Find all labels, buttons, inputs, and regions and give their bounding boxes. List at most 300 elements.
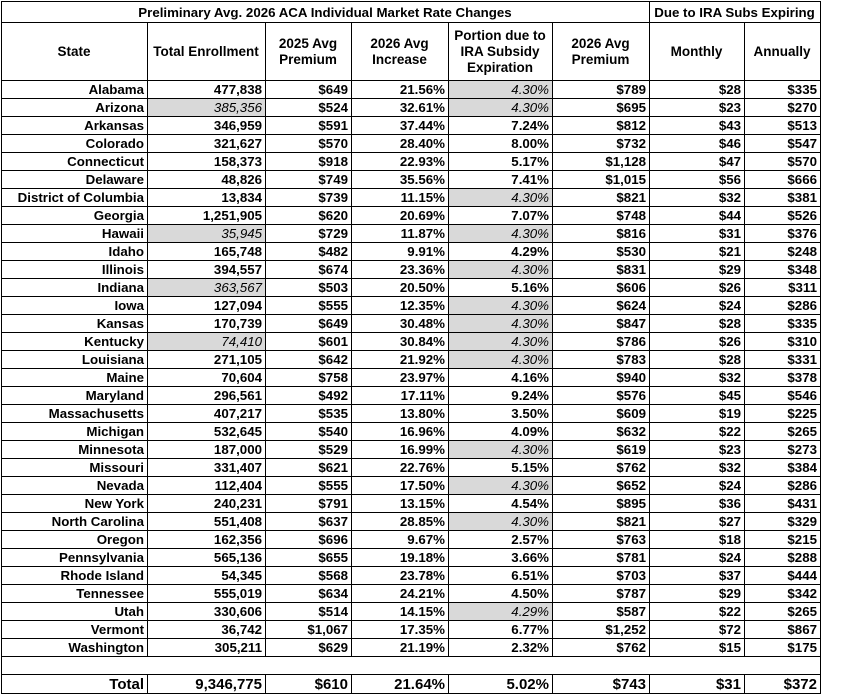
cell-prem2025: $634 (266, 585, 352, 603)
header-annually: Annually (745, 23, 821, 81)
cell-prem2025: $1,067 (266, 621, 352, 639)
cell-prem2026: $762 (553, 639, 650, 657)
cell-state: Washington (2, 639, 148, 657)
cell-prem2026: $763 (553, 531, 650, 549)
cell-state: New York (2, 495, 148, 513)
cell-increase: 9.91% (352, 243, 449, 261)
cell-annually: $444 (745, 567, 821, 585)
title-row (2, 2, 821, 23)
table-row (2, 585, 821, 603)
cell-monthly: $32 (650, 369, 745, 387)
cell-enrollment: 271,105 (148, 351, 266, 369)
table-row (2, 207, 821, 225)
table-row (2, 477, 821, 495)
cell-prem2026: $847 (553, 315, 650, 333)
cell-state: Connecticut (2, 153, 148, 171)
cell-prem2026: $821 (553, 189, 650, 207)
cell-portion: 6.77% (449, 621, 553, 639)
cell-prem2025: $514 (266, 603, 352, 621)
cell-annually: $225 (745, 405, 821, 423)
cell-annually: $348 (745, 261, 821, 279)
cell-state: Tennessee (2, 585, 148, 603)
header-monthly: Monthly (650, 23, 745, 81)
cell-annually: $526 (745, 207, 821, 225)
cell-prem2026: $821 (553, 513, 650, 531)
cell-monthly: $21 (650, 243, 745, 261)
header-2026-premium: 2026 Avg Premium (553, 23, 650, 81)
cell-state: Idaho (2, 243, 148, 261)
cell-portion: 5.17% (449, 153, 553, 171)
cell-enrollment: 1,251,905 (148, 207, 266, 225)
cell-enrollment: 187,000 (148, 441, 266, 459)
cell-prem2026: $624 (553, 297, 650, 315)
table-row (2, 315, 821, 333)
cell-annually: $666 (745, 171, 821, 189)
cell-prem2026: $831 (553, 261, 650, 279)
cell-enrollment: 36,742 (148, 621, 266, 639)
cell-monthly: $32 (650, 189, 745, 207)
cell-enrollment: 127,094 (148, 297, 266, 315)
cell-prem2025: $620 (266, 207, 352, 225)
cell-state: Hawaii (2, 225, 148, 243)
cell-annually: $335 (745, 81, 821, 99)
spacer-row (2, 657, 821, 675)
spacer-cell (148, 657, 266, 675)
table-row (2, 423, 821, 441)
cell-prem2026: $787 (553, 585, 650, 603)
cell-enrollment: 363,567 (148, 279, 266, 297)
cell-monthly: $24 (650, 297, 745, 315)
table-row (2, 99, 821, 117)
cell-increase: 9.67% (352, 531, 449, 549)
cell-portion: 2.32% (449, 639, 553, 657)
cell-monthly: $27 (650, 513, 745, 531)
cell-state: Vermont (2, 621, 148, 639)
cell-prem2026: $576 (553, 387, 650, 405)
cell-prem2026: $789 (553, 81, 650, 99)
ira-group-title: Due to IRA Subs Expiring (650, 2, 821, 23)
spacer-cell (553, 657, 650, 675)
cell-enrollment: 407,217 (148, 405, 266, 423)
cell-increase: 21.56% (352, 81, 449, 99)
table-row (2, 225, 821, 243)
cell-annually: $215 (745, 531, 821, 549)
spacer-cell (2, 657, 148, 675)
cell-state: Kansas (2, 315, 148, 333)
cell-monthly: $47 (650, 153, 745, 171)
cell-state: Arkansas (2, 117, 148, 135)
cell-annually: $273 (745, 441, 821, 459)
cell-monthly: $26 (650, 279, 745, 297)
cell-state: Pennsylvania (2, 549, 148, 567)
cell-enrollment: 305,211 (148, 639, 266, 657)
cell-portion: 7.41% (449, 171, 553, 189)
cell-prem2025: $749 (266, 171, 352, 189)
cell-increase: 37.44% (352, 117, 449, 135)
cell-increase: 16.99% (352, 441, 449, 459)
cell-increase: 20.50% (352, 279, 449, 297)
cell-enrollment: 385,356 (148, 99, 266, 117)
cell-increase: 16.96% (352, 423, 449, 441)
cell-prem2025: $918 (266, 153, 352, 171)
cell-enrollment: 74,410 (148, 333, 266, 351)
cell-prem2026: $606 (553, 279, 650, 297)
cell-prem2025: $649 (266, 315, 352, 333)
cell-increase: 17.35% (352, 621, 449, 639)
cell-increase: 28.85% (352, 513, 449, 531)
cell-increase: 13.80% (352, 405, 449, 423)
cell-increase: 21.92% (352, 351, 449, 369)
cell-monthly: $26 (650, 333, 745, 351)
cell-increase: 21.19% (352, 639, 449, 657)
cell-portion: 4.30% (449, 333, 553, 351)
cell-enrollment: 477,838 (148, 81, 266, 99)
cell-state: Indiana (2, 279, 148, 297)
total-prem2025: $610 (266, 675, 352, 694)
spacer-cell (745, 657, 821, 675)
cell-increase: 11.87% (352, 225, 449, 243)
cell-portion: 4.16% (449, 369, 553, 387)
cell-increase: 12.35% (352, 297, 449, 315)
cell-portion: 4.30% (449, 297, 553, 315)
cell-prem2025: $642 (266, 351, 352, 369)
cell-monthly: $29 (650, 261, 745, 279)
cell-state: North Carolina (2, 513, 148, 531)
cell-prem2025: $524 (266, 99, 352, 117)
cell-portion: 5.16% (449, 279, 553, 297)
cell-prem2025: $540 (266, 423, 352, 441)
spacer-cell (449, 657, 553, 675)
cell-prem2025: $655 (266, 549, 352, 567)
cell-enrollment: 162,356 (148, 531, 266, 549)
cell-prem2025: $568 (266, 567, 352, 585)
cell-enrollment: 330,606 (148, 603, 266, 621)
cell-prem2026: $786 (553, 333, 650, 351)
table-row (2, 261, 821, 279)
cell-annually: $384 (745, 459, 821, 477)
cell-monthly: $32 (650, 459, 745, 477)
cell-prem2026: $812 (553, 117, 650, 135)
cell-monthly: $18 (650, 531, 745, 549)
cell-annually: $270 (745, 99, 821, 117)
cell-prem2026: $652 (553, 477, 650, 495)
cell-increase: 13.15% (352, 495, 449, 513)
cell-state: Illinois (2, 261, 148, 279)
cell-prem2026: $619 (553, 441, 650, 459)
table-row (2, 567, 821, 585)
cell-annually: $342 (745, 585, 821, 603)
cell-monthly: $23 (650, 99, 745, 117)
cell-annually: $310 (745, 333, 821, 351)
cell-state: Rhode Island (2, 567, 148, 585)
cell-monthly: $37 (650, 567, 745, 585)
cell-monthly: $15 (650, 639, 745, 657)
cell-enrollment: 158,373 (148, 153, 266, 171)
cell-annually: $376 (745, 225, 821, 243)
table-row (2, 513, 821, 531)
cell-enrollment: 296,561 (148, 387, 266, 405)
total-row (2, 675, 821, 694)
cell-enrollment: 321,627 (148, 135, 266, 153)
cell-enrollment: 346,959 (148, 117, 266, 135)
cell-monthly: $24 (650, 549, 745, 567)
cell-monthly: $22 (650, 603, 745, 621)
cell-enrollment: 551,408 (148, 513, 266, 531)
table-row (2, 351, 821, 369)
table-row (2, 603, 821, 621)
cell-prem2025: $601 (266, 333, 352, 351)
cell-monthly: $36 (650, 495, 745, 513)
cell-prem2026: $940 (553, 369, 650, 387)
cell-prem2025: $649 (266, 81, 352, 99)
cell-portion: 4.30% (449, 351, 553, 369)
cell-annually: $265 (745, 423, 821, 441)
cell-annually: $286 (745, 297, 821, 315)
cell-portion: 8.00% (449, 135, 553, 153)
table-row (2, 81, 821, 99)
cell-prem2026: $895 (553, 495, 650, 513)
cell-portion: 7.24% (449, 117, 553, 135)
cell-prem2026: $703 (553, 567, 650, 585)
cell-portion: 7.07% (449, 207, 553, 225)
cell-increase: 17.50% (352, 477, 449, 495)
cell-prem2026: $609 (553, 405, 650, 423)
table-row (2, 405, 821, 423)
cell-monthly: $24 (650, 477, 745, 495)
cell-state: Colorado (2, 135, 148, 153)
spacer-cell (352, 657, 449, 675)
cell-state: Missouri (2, 459, 148, 477)
cell-prem2025: $492 (266, 387, 352, 405)
cell-portion: 4.30% (449, 441, 553, 459)
cell-prem2026: $816 (553, 225, 650, 243)
cell-state: Minnesota (2, 441, 148, 459)
cell-portion: 3.66% (449, 549, 553, 567)
cell-prem2026: $781 (553, 549, 650, 567)
cell-state: Iowa (2, 297, 148, 315)
cell-monthly: $22 (650, 423, 745, 441)
header-state: State (2, 23, 148, 81)
cell-state: Arizona (2, 99, 148, 117)
header-2026-increase: 2026 Avg Increase (352, 23, 449, 81)
cell-state: Kentucky (2, 333, 148, 351)
table-row (2, 279, 821, 297)
cell-prem2025: $758 (266, 369, 352, 387)
cell-state: Massachusetts (2, 405, 148, 423)
cell-annually: $547 (745, 135, 821, 153)
cell-prem2026: $695 (553, 99, 650, 117)
table-row (2, 369, 821, 387)
table-row (2, 495, 821, 513)
cell-increase: 22.76% (352, 459, 449, 477)
cell-enrollment: 532,645 (148, 423, 266, 441)
cell-state: Louisiana (2, 351, 148, 369)
cell-prem2025: $637 (266, 513, 352, 531)
cell-portion: 4.29% (449, 243, 553, 261)
cell-monthly: $19 (650, 405, 745, 423)
table-row (2, 639, 821, 657)
cell-prem2025: $503 (266, 279, 352, 297)
cell-portion: 6.51% (449, 567, 553, 585)
cell-prem2025: $529 (266, 441, 352, 459)
cell-increase: 17.11% (352, 387, 449, 405)
cell-increase: 32.61% (352, 99, 449, 117)
cell-enrollment: 394,557 (148, 261, 266, 279)
cell-portion: 4.30% (449, 225, 553, 243)
table-row (2, 621, 821, 639)
cell-increase: 35.56% (352, 171, 449, 189)
cell-portion: 5.15% (449, 459, 553, 477)
header-row (2, 23, 821, 81)
table-row (2, 333, 821, 351)
cell-annually: $329 (745, 513, 821, 531)
cell-prem2026: $587 (553, 603, 650, 621)
cell-prem2026: $632 (553, 423, 650, 441)
cell-monthly: $43 (650, 117, 745, 135)
cell-annually: $335 (745, 315, 821, 333)
cell-annually: $513 (745, 117, 821, 135)
table-row (2, 153, 821, 171)
cell-prem2025: $555 (266, 477, 352, 495)
table-row (2, 549, 821, 567)
cell-monthly: $45 (650, 387, 745, 405)
cell-annually: $248 (745, 243, 821, 261)
cell-annually: $175 (745, 639, 821, 657)
cell-monthly: $29 (650, 585, 745, 603)
total-monthly: $31 (650, 675, 745, 694)
cell-portion: 4.30% (449, 315, 553, 333)
total-prem2026: $743 (553, 675, 650, 694)
cell-monthly: $46 (650, 135, 745, 153)
cell-prem2026: $762 (553, 459, 650, 477)
cell-monthly: $23 (650, 441, 745, 459)
cell-enrollment: 565,136 (148, 549, 266, 567)
total-label: Total (2, 675, 148, 694)
cell-enrollment: 54,345 (148, 567, 266, 585)
cell-enrollment: 13,834 (148, 189, 266, 207)
total-portion: 5.02% (449, 675, 553, 694)
cell-monthly: $72 (650, 621, 745, 639)
cell-monthly: $44 (650, 207, 745, 225)
cell-enrollment: 112,404 (148, 477, 266, 495)
cell-prem2025: $482 (266, 243, 352, 261)
cell-portion: 4.30% (449, 261, 553, 279)
cell-increase: 19.18% (352, 549, 449, 567)
cell-state: Georgia (2, 207, 148, 225)
cell-portion: 4.30% (449, 513, 553, 531)
cell-enrollment: 331,407 (148, 459, 266, 477)
cell-prem2025: $591 (266, 117, 352, 135)
cell-portion: 4.30% (449, 477, 553, 495)
cell-enrollment: 555,019 (148, 585, 266, 603)
cell-annually: $331 (745, 351, 821, 369)
cell-prem2025: $791 (266, 495, 352, 513)
cell-state: Maryland (2, 387, 148, 405)
cell-portion: 9.24% (449, 387, 553, 405)
cell-portion: 4.30% (449, 189, 553, 207)
cell-enrollment: 48,826 (148, 171, 266, 189)
cell-monthly: $28 (650, 315, 745, 333)
cell-portion: 4.29% (449, 603, 553, 621)
table-row (2, 387, 821, 405)
cell-prem2025: $555 (266, 297, 352, 315)
cell-prem2026: $1,128 (553, 153, 650, 171)
cell-prem2025: $696 (266, 531, 352, 549)
cell-annually: $311 (745, 279, 821, 297)
cell-portion: 4.50% (449, 585, 553, 603)
cell-prem2026: $1,015 (553, 171, 650, 189)
cell-prem2026: $1,252 (553, 621, 650, 639)
cell-annually: $546 (745, 387, 821, 405)
table-row (2, 189, 821, 207)
cell-state: Michigan (2, 423, 148, 441)
table-row (2, 297, 821, 315)
cell-prem2025: $621 (266, 459, 352, 477)
cell-state: Nevada (2, 477, 148, 495)
cell-increase: 30.48% (352, 315, 449, 333)
cell-enrollment: 70,604 (148, 369, 266, 387)
cell-portion: 4.54% (449, 495, 553, 513)
cell-annually: $570 (745, 153, 821, 171)
table-row (2, 117, 821, 135)
cell-state: Maine (2, 369, 148, 387)
cell-increase: 24.21% (352, 585, 449, 603)
table-row (2, 171, 821, 189)
cell-annually: $286 (745, 477, 821, 495)
cell-prem2025: $629 (266, 639, 352, 657)
cell-annually: $381 (745, 189, 821, 207)
table-row (2, 459, 821, 477)
cell-prem2025: $674 (266, 261, 352, 279)
cell-increase: 11.15% (352, 189, 449, 207)
cell-prem2025: $535 (266, 405, 352, 423)
cell-monthly: $28 (650, 351, 745, 369)
cell-increase: 20.69% (352, 207, 449, 225)
cell-prem2025: $739 (266, 189, 352, 207)
header-enrollment: Total Enrollment (148, 23, 266, 81)
cell-prem2026: $732 (553, 135, 650, 153)
cell-annually: $265 (745, 603, 821, 621)
total-increase: 21.64% (352, 675, 449, 694)
cell-increase: 30.84% (352, 333, 449, 351)
cell-state: Alabama (2, 81, 148, 99)
spacer-cell (650, 657, 745, 675)
table-title: Preliminary Avg. 2026 ACA Individual Market Rate Changes (2, 2, 650, 23)
total-annually: $372 (745, 675, 821, 694)
total-enrollment: 9,346,775 (148, 675, 266, 694)
cell-portion: 4.30% (449, 81, 553, 99)
table-row (2, 135, 821, 153)
cell-increase: 23.97% (352, 369, 449, 387)
cell-annually: $431 (745, 495, 821, 513)
cell-enrollment: 240,231 (148, 495, 266, 513)
cell-annually: $867 (745, 621, 821, 639)
cell-state: District of Columbia (2, 189, 148, 207)
cell-portion: 3.50% (449, 405, 553, 423)
cell-enrollment: 170,739 (148, 315, 266, 333)
cell-prem2025: $570 (266, 135, 352, 153)
rate-changes-table (1, 1, 821, 694)
cell-monthly: $31 (650, 225, 745, 243)
cell-annually: $378 (745, 369, 821, 387)
cell-prem2025: $729 (266, 225, 352, 243)
cell-annually: $288 (745, 549, 821, 567)
cell-increase: 28.40% (352, 135, 449, 153)
header-ira-portion: Portion due to IRA Subsidy Expiration (449, 23, 553, 81)
cell-enrollment: 35,945 (148, 225, 266, 243)
spacer-cell (266, 657, 352, 675)
cell-increase: 14.15% (352, 603, 449, 621)
